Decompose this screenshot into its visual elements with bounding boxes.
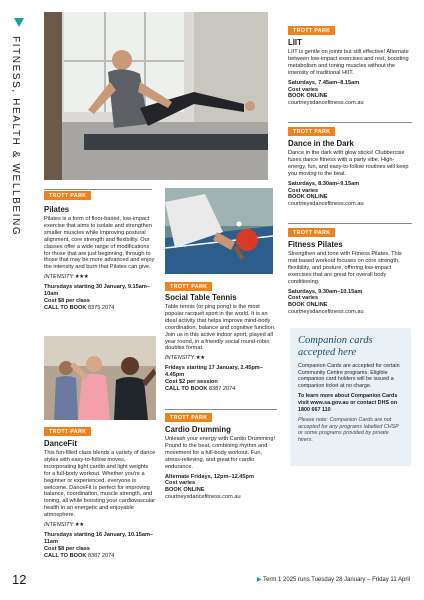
dancefit-desc: This fun-filled class blends a variety of dance styles with easy-to-follow moves, incorporating light cardio and light weights for a full-body workout. Whether you're a beginner or experienced, everyone is welcome. DanceFit is perfect for improving balance, coordination, muscle strength, and toning, all while boosting your cardiovascular health in an energetic and enjoyable atmosphere.: [44, 450, 156, 519]
pilates-phone[interactable]: 8375 2074: [87, 304, 115, 311]
table-tennis-intensity: [165, 355, 278, 362]
cardio-desc: Unleash your energy with Cardio Drumming! Pound to the beat, combining rhythm and movement for a full-body workout. Fun, stress-relieving, and great for cardio endurance.: [165, 436, 276, 470]
companion-cards-box: [290, 328, 411, 466]
pilates-book-label: CALL TO BOOK: [44, 304, 87, 311]
liit-badge: TROTT PARK: [288, 26, 335, 35]
table-tennis-block: [165, 293, 278, 393]
pilates-rule: [44, 189, 152, 190]
dancefit-cost: Cost $8 per class: [44, 545, 91, 552]
pilates-block: [44, 205, 156, 312]
arrow-right-icon: ▶: [256, 577, 262, 583]
companion-note: Please note: Companion Cards are not accepted for any programs labelled CHSP or some programs provided by private hirers.: [298, 417, 399, 443]
cardio-book-label: BOOK ONLINE: [165, 487, 205, 494]
dancefit-block: [44, 439, 156, 560]
dancefit-intensity: [44, 522, 156, 529]
cardio-rule: [165, 409, 277, 410]
dancefit-photo: [44, 336, 156, 420]
intensity-label: INTENSITY: [44, 274, 74, 281]
intensity-label: INTENSITY: [44, 522, 74, 529]
liit-time: Saturdays, 7.45am–8.15am: [288, 79, 360, 86]
table-tennis-title: Social Table Tennis: [165, 293, 237, 302]
cardio-time: Alternate Fridays, 12pm–12.45pm: [165, 473, 254, 480]
dancefit-badge: TROTT PARK: [44, 427, 91, 436]
pilates-intensity: [44, 274, 156, 281]
pilates-photo: [44, 12, 268, 180]
dance-dark-book-label: BOOK ONLINE: [288, 194, 328, 201]
pilates-desc: Pilates is a form of floor-based, low-impact exercise that aims to isolate and strengthen smaller muscles while improving postural alignment, core strength and flexibility. Our classes offer a wide range of modifications for those that are just beginning, through to those that may be more advanced and enjoy the intensity and burn that Pilates can give.: [44, 216, 155, 271]
intensity-stars-icon: ★★★: [74, 274, 89, 281]
cardio-block: [165, 425, 279, 501]
companion-title: Companion cards accepted here: [298, 335, 373, 358]
table-tennis-book-label: CALL TO BOOK: [165, 385, 208, 392]
cardio-badge: TROTT PARK: [165, 413, 212, 422]
pilates-cost: Cost $8 per class: [44, 297, 91, 304]
liit-title: LIIT: [288, 38, 302, 47]
dance-dark-title: Dance in the Dark: [288, 139, 354, 148]
triangle-icon: [14, 18, 24, 27]
fitness-pilates-book-label: BOOK ONLINE: [288, 302, 328, 309]
liit-desc: LIIT is gentle on joints but still effective! Alternate between low-impact exercises and rest, boosting metabolism and toning muscles without the intensity of traditional HIIT.: [288, 49, 409, 76]
companion-learn: To learn more about Companion Cards visit www.sa.gov.au or contact DHS on 1800 667 110: [298, 393, 398, 413]
pilates-booking: [44, 305, 156, 312]
intensity-label: INTENSITY: [165, 355, 195, 362]
liit-url[interactable]: courtneysdancefitness.com.au: [288, 100, 364, 107]
fitness-pilates-desc: Strengthen and tone with Fitness Pilates. This mat based workout focuses on core strength, flexibility, and posture, offering low-impact exercises that are great for overall body conditioning.: [288, 251, 402, 285]
table-tennis-booking: [165, 386, 278, 393]
dancefit-phone[interactable]: 8387 2074: [87, 552, 115, 559]
page-number: 12: [12, 572, 27, 587]
fitness-pilates-rule: [288, 223, 412, 224]
table-tennis-badge: TROTT PARK: [165, 282, 212, 291]
cardio-cost: Cost varies: [165, 480, 196, 487]
dance-dark-desc: Dance in the dark with glow sticks! Clubbercise fuses dance fitness with a party vibe. High-energy, fun, and easy-to-follow routines will keep you moving to the beat.: [288, 150, 409, 177]
dance-dark-rule: [288, 122, 412, 123]
table-tennis-time: Fridays starting 17 January, 2.45pm–4.45pm: [165, 365, 263, 379]
liit-block: [288, 38, 412, 107]
pilates-time: Thursdays starting 30 January, 9.15am–10am: [44, 284, 150, 298]
liit-cost: Cost varies: [288, 86, 319, 93]
dance-dark-url[interactable]: courtneysdancefitness.com.au: [288, 201, 364, 208]
cardio-title: Cardio Drumming: [165, 425, 231, 434]
section-sidebar: [0, 14, 34, 237]
fitness-pilates-cost: Cost varies: [288, 295, 319, 302]
liit-book-label: BOOK ONLINE: [288, 93, 328, 100]
pilates-title: Pilates: [44, 205, 70, 214]
fitness-pilates-url[interactable]: courtneysdancefitness.com.au: [288, 309, 364, 316]
dance-dark-badge: TROTT PARK: [288, 127, 335, 136]
dancefit-booking: [44, 553, 156, 560]
table-tennis-cost: Cost $2 per session: [165, 379, 218, 386]
cardio-url[interactable]: courtneysdancefitness.com.au: [165, 494, 241, 501]
dancefit-time: Thursdays starting 16 January, 10.15am–11am: [44, 531, 154, 545]
companion-body: Companion Cards are accepted for certain Community Centre programs. Eligible companion card holders will be issued a companion ticket at no charge.: [298, 363, 400, 389]
fitness-pilates-block: [288, 240, 412, 316]
table-tennis-phone[interactable]: 8387 2074: [208, 385, 236, 392]
dancefit-title: DanceFit: [44, 439, 77, 448]
fitness-pilates-badge: TROTT PARK: [288, 228, 335, 237]
table-tennis-photo: [165, 188, 273, 274]
footer-text: Term 1 2025 runs Tuesday 28 January – Friday 11 April: [263, 577, 410, 583]
dance-dark-block: [288, 139, 412, 208]
fitness-pilates-title: Fitness Pilates: [288, 240, 343, 249]
dance-dark-cost: Cost varies: [288, 187, 319, 194]
pilates-badge: TROTT PARK: [44, 191, 91, 200]
dancefit-book-label: CALL TO BOOK: [44, 552, 87, 559]
section-title: FITNESS, HEALTH & WELLBEING: [10, 36, 21, 237]
intensity-stars-icon: ★★: [195, 355, 205, 362]
dance-dark-time: Saturdays, 8.30am–9.15am: [288, 180, 360, 187]
fitness-pilates-time: Saturdays, 9.30am–10.15am: [288, 288, 363, 295]
table-tennis-desc: Table tennis (or ping pong) is the most popular racquet sport in the world. It is an ideal activity that helps improve mind-body coordination, balance and cognitive function. Join us in this active indoor sport, played all year round, in a friendly social round-robin doubles format.: [165, 304, 276, 352]
footer: [257, 576, 410, 583]
intensity-stars-icon: ★★: [74, 522, 84, 529]
